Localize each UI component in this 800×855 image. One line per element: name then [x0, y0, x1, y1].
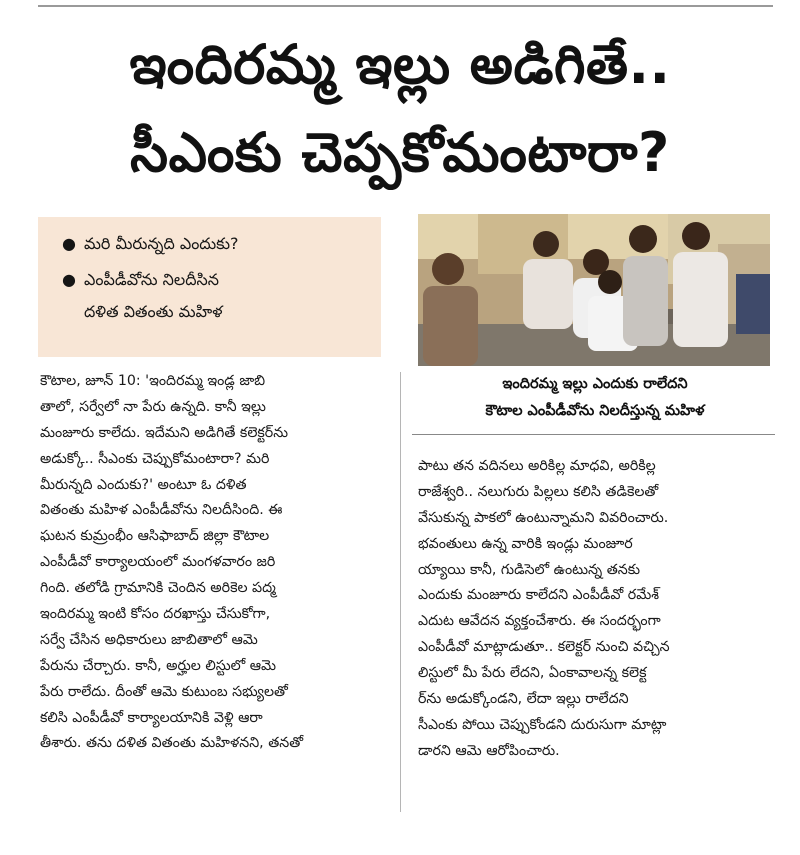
- highlights-box: [38, 217, 381, 357]
- caption-rule: [412, 434, 775, 435]
- highlight-text-1: మరి మీరున్నది ఎందుకు?: [84, 234, 239, 253]
- article-line: ర్‌ను అడుక్కోండని, లేదా ఇల్లు రాలేదని: [418, 691, 629, 708]
- article-line: ఇందిరమ్మ ఇంటి కోసం దరఖాస్తు చేసుకోగా,: [40, 606, 271, 623]
- article-line: డారని ఆమె ఆరోపించారు.: [418, 742, 560, 759]
- article-line: వితంతు మహిళ ఎంపీడీవోను నిలదీసింది. ఈ: [40, 502, 283, 519]
- highlight-text-2a: ఎంపీడీవోను నిలదీసిన: [84, 270, 220, 289]
- top-rule: [38, 5, 773, 7]
- headline-line-2: సీఎంకు చెప్పకోమంటారా?: [130, 121, 670, 184]
- article-column-left: [40, 369, 392, 757]
- article-line: ఘటన కుమ్రంభీం ఆసిఫాబాద్ జిల్లా కౌటాల: [40, 528, 270, 545]
- news-photo: [418, 214, 770, 366]
- article-line: తాలో, సర్వేలో నా పేరు ఉన్నది. కానీ ఇల్లు: [40, 398, 266, 415]
- article-line: ఎంపీడీవో కార్యాలయంలో మంగళవారం జరి: [40, 554, 276, 571]
- article-line: ఎదుట ఆవేదన వ్యక్తంచేశారు. ఈ సందర్భంగా: [418, 613, 661, 630]
- article-column-right: [418, 454, 770, 765]
- article-line: అడుక్కో.. సీఎంకు చెప్పుకోమంటారా? మరి: [40, 450, 270, 467]
- highlight-item-1: [60, 233, 367, 255]
- article-line: య్యాయి కానీ, గుడిసెలో ఉంటున్న తనకు: [418, 561, 641, 578]
- article-line: మంజూరు కాలేదు. ఇదేమని అడిగితే కలెక్టర్‌ను: [40, 424, 289, 441]
- article-line: రాజేశ్వరి.. నలుగురు పిల్లలు కలిసి తడికెలతో: [418, 483, 659, 500]
- photo-caption-line-1: ఇందిరమ్మ ఇల్లు ఎందుకు రాలేదని: [502, 376, 688, 392]
- article-line: భవంతులు ఉన్న వారికి ఇండ్లు మంజూర: [418, 535, 633, 552]
- bullet-icon: ●: [62, 234, 76, 253]
- highlight-item-2: [60, 269, 367, 323]
- headline-line-1: ఇందిరమ్మ ఇల్లు అడిగితే..: [129, 33, 671, 96]
- article-line: తీశారు. తను దళిత వితంతు మహిళనని, తనతో: [40, 735, 304, 752]
- article-line: సర్వే చేసిన అధికారులు జాబితాలో ఆమె: [40, 631, 258, 648]
- photo-caption-line-2: కౌటాల ఎంపీడీవోను నిలదీస్తున్న మహిళ: [485, 403, 705, 419]
- article-line: లిస్టులో మీ పేరు లేదని, ఏంకావాలన్న కలెక్ట: [418, 665, 647, 682]
- article-line: పాటు తన వదినలు అరికిల్ల మాధవి, అరికిల్ల: [418, 458, 656, 474]
- article-line: కౌటాల, జూన్ 10: 'ఇందిరమ్మ ఇండ్ల జాబి: [40, 373, 266, 389]
- article-line: గింది. తలోడి గ్రామానికి చెందిన అరికెల పద్మ: [40, 580, 276, 597]
- photo-illustration: [418, 214, 770, 366]
- article-line: సీఎంకు పోయి చెప్పుకోండని దురుసుగా మాట్లా: [418, 716, 667, 733]
- article-line: ఎందుకు మంజూరు కాలేదని ఎంపీడీవో రమేశ్: [418, 587, 660, 604]
- article-line: పేరు రాలేదు. దీంతో ఆమె కుటుంబ సభ్యులతో: [40, 683, 288, 700]
- article-line: పేరును చేర్చారు. కానీ, అర్హుల లిస్టులో ఆమె: [40, 657, 277, 674]
- highlight-text-2b: దళిత వితంతు మహిళ: [84, 302, 223, 321]
- article-line: కలిసి ఎంపీడీవో కార్యాలయానికి వెళ్లి ఆరా: [40, 709, 263, 726]
- article-line: వేసుకున్న పాకలో ఉంటున్నామని వివరించారు.: [418, 509, 669, 526]
- column-divider: [400, 372, 401, 812]
- article-line: ఎంపీడీవో మాట్లాడుతూ.. కలెక్టర్ నుంచి వచ్చిన: [418, 639, 670, 656]
- article-line: మీరున్నది ఎందుకు?' అంటూ ఓ దళిత: [40, 476, 247, 493]
- bullet-icon: ●: [62, 270, 76, 289]
